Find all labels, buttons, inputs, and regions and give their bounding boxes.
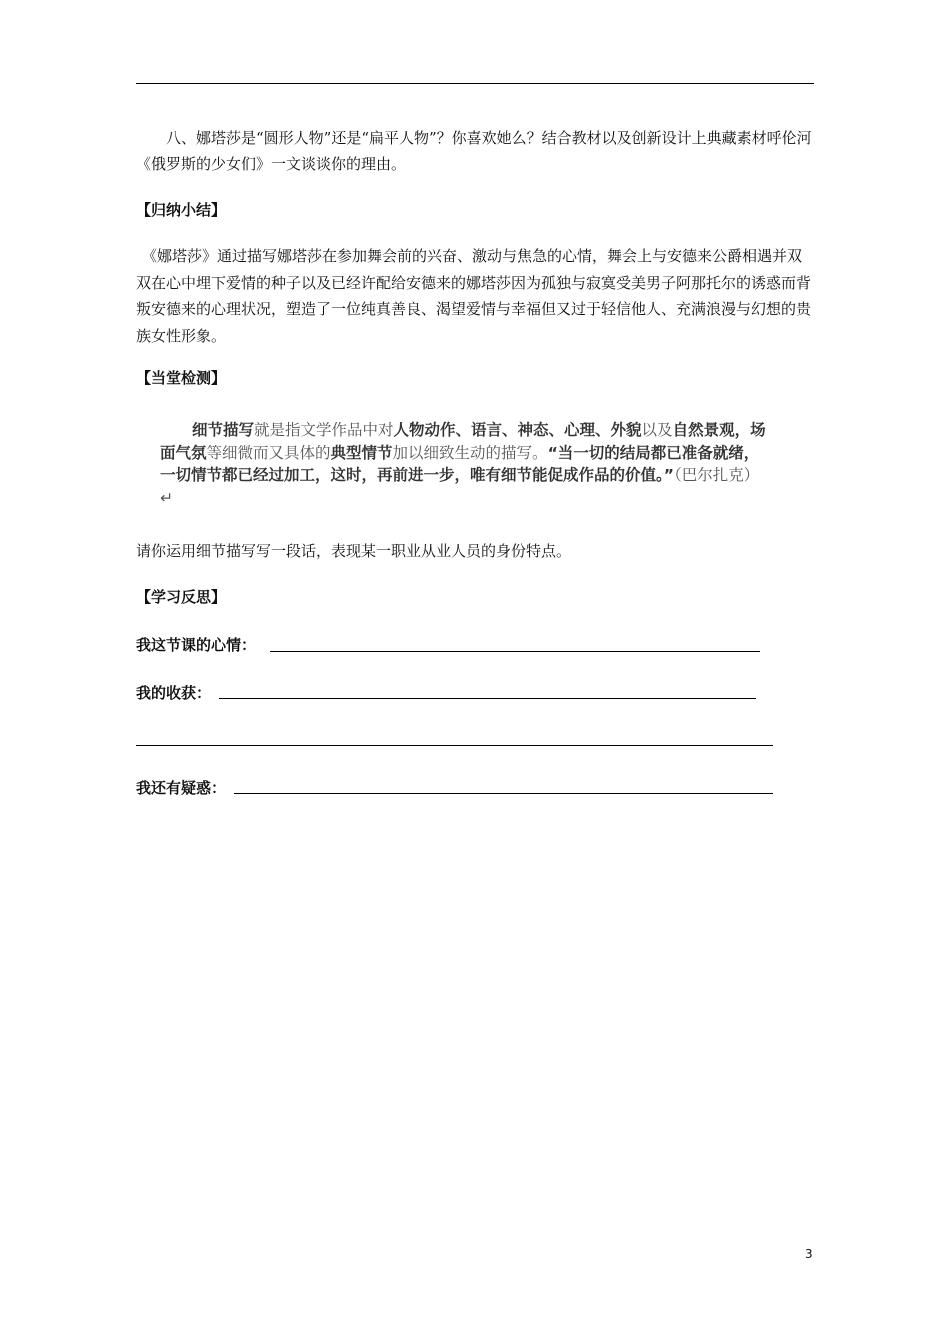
reflection-heading: 【学习反思】 [136,588,227,606]
quote-term: 细节描写 [192,421,255,439]
test-heading: 【当堂检测】 [136,369,227,387]
writing-task: 请你运用细节描写写一段话，表现某一职业从业人员的身份特点。 [136,542,572,560]
quote-text: 就是指文学作品中对 [254,421,394,439]
doubt-answer-line[interactable] [234,793,773,794]
mood-label: 我这节课的心情： [136,636,257,654]
quote-attribution: （巴尔扎克）↵ [160,466,760,507]
detail-description-quote [160,419,772,509]
doubt-label: 我还有疑惑： [136,779,227,797]
gain-label: 我的收获： [136,684,212,702]
summary-heading: 【归纳小结】 [136,201,227,219]
gain-answer-line[interactable] [219,698,756,699]
quote-text: 加以细致生动的描写。 [392,443,548,462]
quote-text: 以及 [641,421,673,439]
quote-text: 等细微而又具体的 [206,443,331,462]
mood-answer-line[interactable] [270,651,760,652]
summary-text: 《娜塔莎》通过描写娜塔莎在参加舞会前的兴奋、激动与焦急的心情，舞会上与安德来公爵相遇并双双在心中埋下爱情的种子以及已经许配给安德来的娜塔莎因为孤独与寂寞受美男子阿那托尔的诱惑而背叛安德来的心理状况，塑造了一位纯真善良、渴望爱情与幸福但又过于轻信他人、充满浪漫与幻想的贵族女性形象。 [136,247,812,345]
quote-term: 典型情节 [330,443,393,462]
quote-term: 自然景观，场面气氛 [160,421,766,462]
gain-answer-line-2[interactable] [136,745,773,746]
question-8: 八、娜塔莎是“圆形人物”还是“扁平人物”？你喜欢她么？结合教材以及创新设计上典藏素材呼伦河《俄罗斯的少女们》一文谈谈你的理由。 [136,129,812,173]
quote-term: 人物动作、语言、神态、心理、外貌 [393,421,642,439]
header-rule [136,83,814,84]
page-number: 3 [805,1247,813,1261]
quote-balzac: “当一切的结局都已准备就绪，一切情节都已经过加工，这时，再前进一步，唯有细节能促成作品的价值。” [160,443,760,484]
